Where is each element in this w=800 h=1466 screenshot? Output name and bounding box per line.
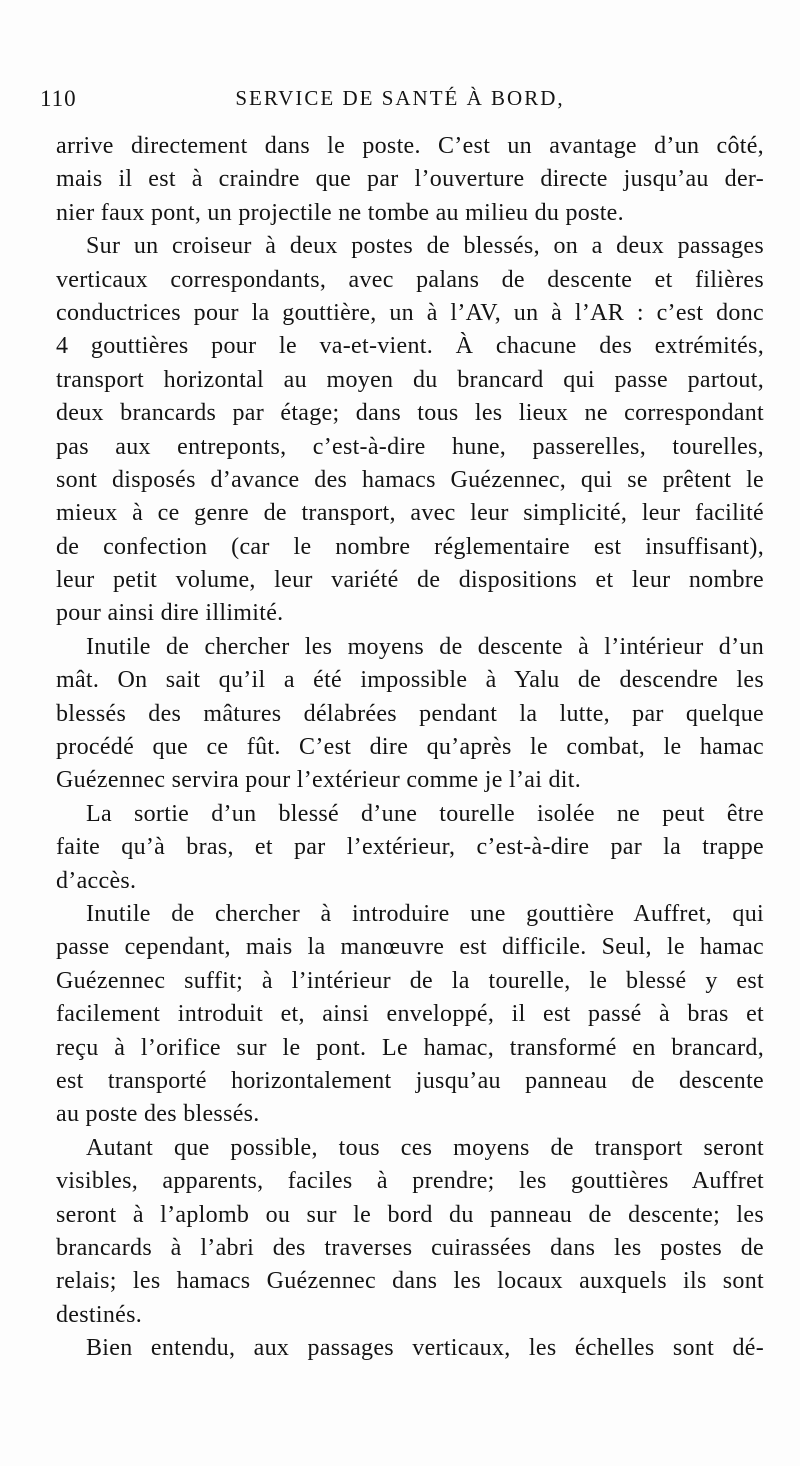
text-line: procédé que ce fût. C’est dire qu’après le combat, le hamac [56,734,764,761]
text-line: relais; les hamacs Guézennec dans les locaux auxquels ils sont [56,1268,764,1295]
text-line: Inutile de chercher à introduire une gouttière Auffret, qui [86,900,764,927]
text-line: Sur un croiseur à deux postes de blessés, on a deux passages [86,233,764,260]
text-line: visibles, apparents, faciles à prendre; les gouttières Auffret [56,1168,764,1195]
text-line: de confection (car le nombre réglementaire est insuffisant), [56,533,764,560]
page-header [40,86,760,126]
text-line: destinés. [56,1301,143,1328]
text-line: sont disposés d’avance des hamacs Guézennec, qui se prêtent le [56,466,764,493]
text-line: mieux à ce genre de transport, avec leur simplicité, leur facilité [56,500,764,527]
text-line: Inutile de chercher les moyens de descente à l’intérieur d’un [86,633,764,660]
text-line: reçu à l’orifice sur le pont. Le hamac, transformé en brancard, [56,1034,764,1061]
text-line: Guézennec servira pour l’extérieur comme je l’ai dit. [56,767,581,794]
text-line: La sortie d’un blessé d’une tourelle isolée ne peut être [86,800,764,827]
text-line: Autant que possible, tous ces moyens de transport seront [86,1134,764,1161]
text-line: deux brancards par étage; dans tous les lieux ne correspondant [56,400,764,427]
text-line: seront à l’aplomb ou sur le bord du panneau de descente; les [56,1201,764,1228]
text-line: verticaux correspondants, avec palans de descente et filières [56,266,764,293]
text-line: faite qu’à bras, et par l’extérieur, c’est-à-dire par la trappe [56,834,764,861]
text-line: mât. On sait qu’il a été impossible à Yalu de descendre les [56,667,764,694]
text-line: d’accès. [56,867,137,894]
text-line: Bien entendu, aux passages verticaux, les échelles sont dé- [86,1335,764,1362]
text-line: nier faux pont, un projectile ne tombe au milieu du poste. [56,199,624,226]
running-title: SERVICE DE SANTÉ À BORD, [235,86,565,110]
text-line: 4 gouttières pour le va-et-vient. À chacune des extrémités, [56,333,764,360]
text-line: passe cependant, mais la manœuvre est difficile. Seul, le hamac [56,934,764,961]
body-text [56,130,764,1365]
text-line: mais il est à craindre que par l’ouverture directe jusqu’au der- [56,166,764,193]
text-line: pas aux entreponts, c’est-à-dire hune, passerelles, tourelles, [56,433,764,460]
text-line: leur petit volume, leur variété de dispositions et leur nombre [56,567,764,594]
text-line: conductrices pour la gouttière, un à l’AV, un à l’AR : c’est donc [56,299,764,326]
text-line: Guézennec suffit; à l’intérieur de la tourelle, le blessé y est [56,967,764,994]
text-line: est transporté horizontalement jusqu’au panneau de descente [56,1067,764,1094]
text-line: facilement introduit et, ainsi enveloppé, il est passé à bras et [56,1001,764,1028]
page-number: 110 [40,86,77,111]
text-line: au poste des blessés. [56,1101,260,1128]
text-line: transport horizontal au moyen du brancard qui passe partout, [56,366,764,393]
text-line: brancards à l’abri des traverses cuirassées dans les postes de [56,1234,764,1261]
text-line: arrive directement dans le poste. C’est un avantage d’un côté, [56,133,764,159]
text-line: blessés des mâtures délabrées pendant la lutte, par quelque [56,700,764,727]
text-line: pour ainsi dire illimité. [56,600,284,627]
